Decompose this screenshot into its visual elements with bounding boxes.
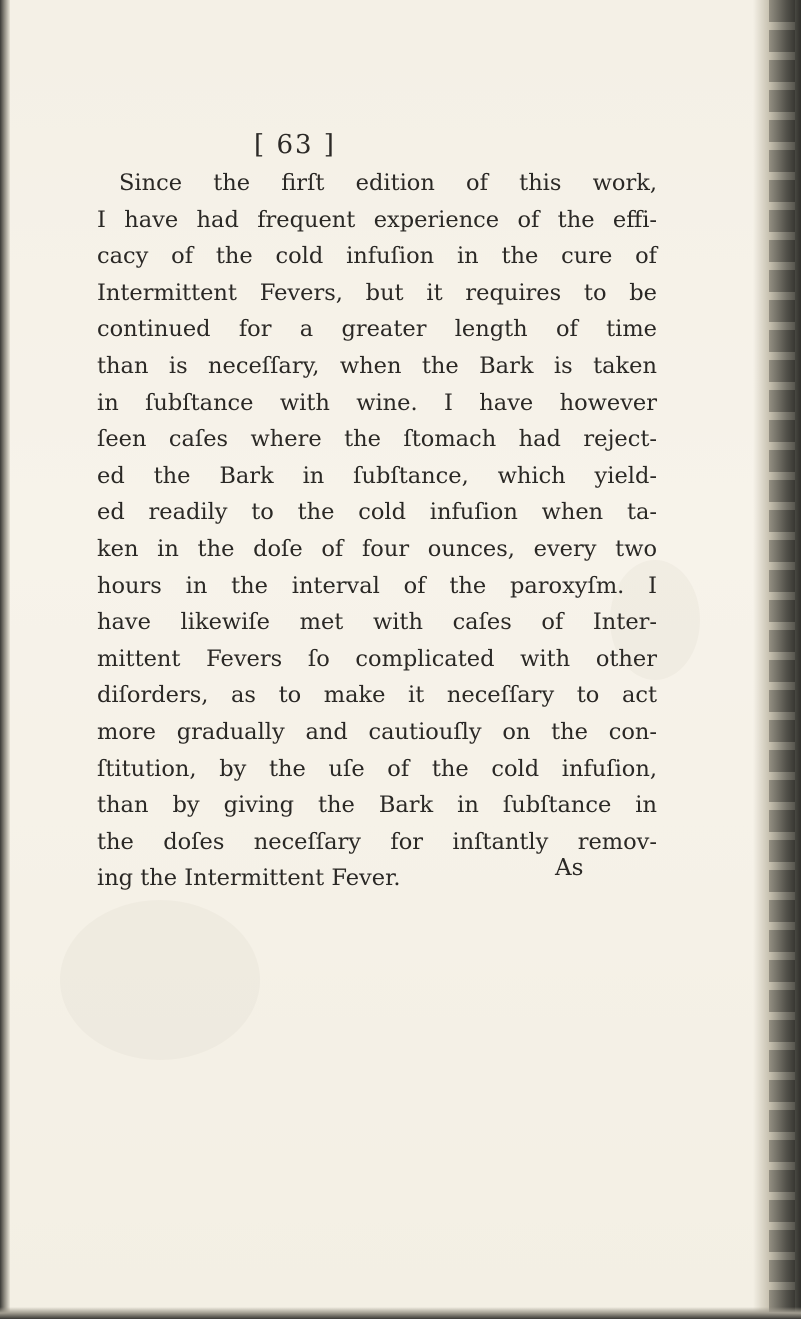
text-line: than by giving the Bark in ſubſtance in [97,792,657,819]
page-left-edge [0,0,10,1319]
text-line: Since the firſt edition of this work, [119,170,657,196]
text-line: diſorders, as to make it neceſſary to act [97,682,657,709]
text-line: ken in the doſe of four ounces, every two [97,535,657,562]
text-line: cacy of the cold infuſion in the cure of [97,243,657,270]
text-line: mittent Fevers ſo complicated with other [97,645,657,672]
text-line: ed the Bark in ſubſtance, which yield- [97,462,657,489]
text-line: the doſes neceſſary for inſtantly remov- [97,828,657,855]
text-line: more gradually and cautiouſly on the con- [97,718,657,745]
catchword: As [555,855,584,881]
text-line: than is neceſſary, when the Bark is taken [97,352,657,379]
text-line: ing the Intermittent Fever. [97,865,401,892]
text-line: Intermittent Fevers, but it requires to be [97,279,657,306]
page-right-binding-marks [769,0,795,1319]
paper-stain [60,900,260,1060]
text-line: ſeen caſes where the ſtomach had reject- [97,426,657,453]
text-line: hours in the interval of the paroxyſm. I [97,572,657,599]
running-head-page-number: [ 63 ] [254,130,336,160]
text-line: continued for a greater length of time [97,316,657,343]
body-text [97,165,657,897]
text-line: I have had frequent experience of the effi- [97,206,657,233]
text-line: ſtitution, by the uſe of the cold infuſion, [97,755,657,782]
text-line: ed readily to the cold infuſion when ta- [97,499,657,526]
text-line: have likewiſe met with caſes of Inter- [97,609,657,636]
page-bottom-edge [0,1307,801,1319]
text-line: in ſubſtance with wine. I have however [97,389,657,416]
